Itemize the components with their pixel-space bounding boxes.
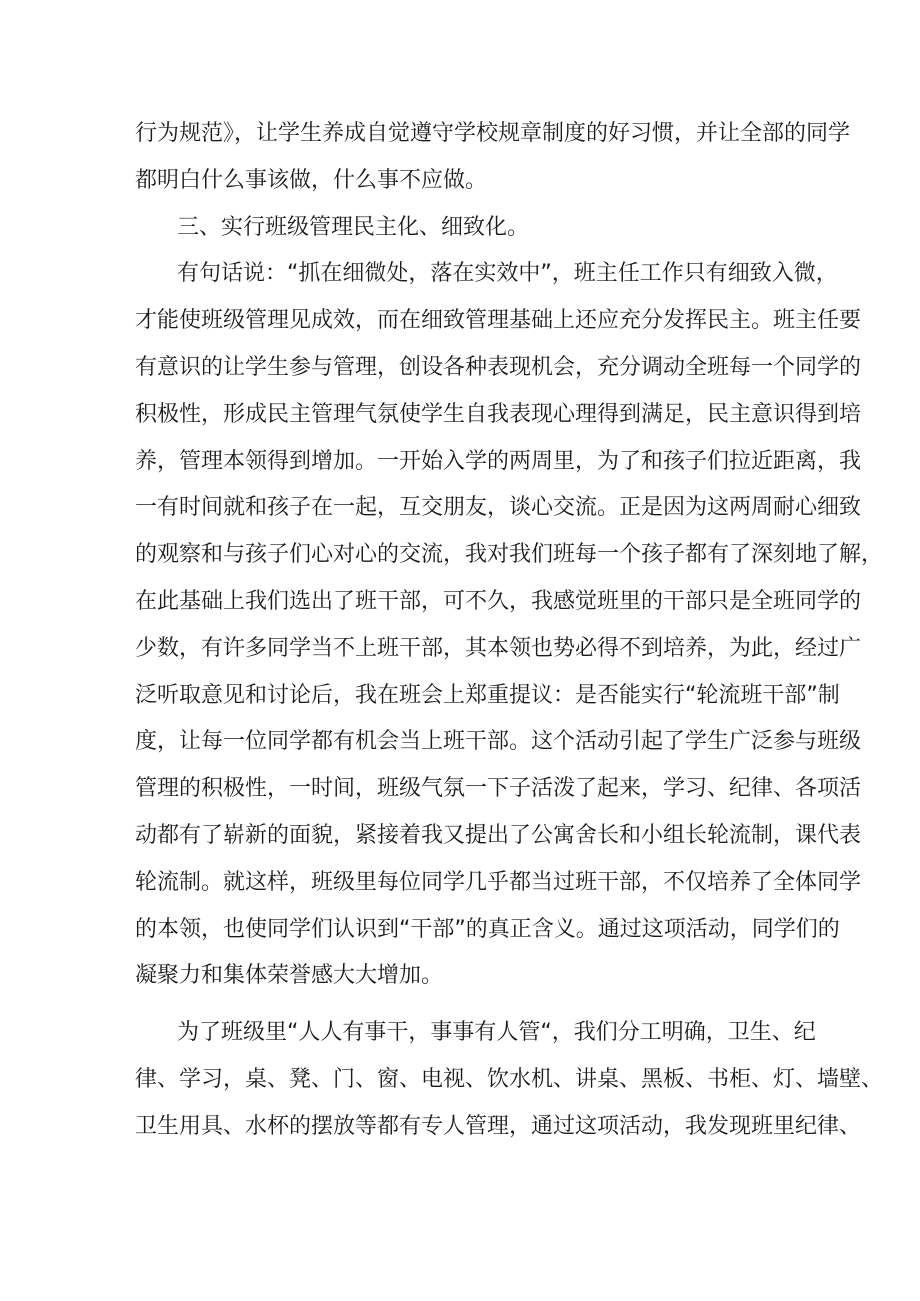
text-line: 养，管理本领得到增加。一开始入学的两周里，为了和孩子们拉近距离，我 bbox=[135, 448, 862, 474]
heading-text: 三、实行班级管理民主化、细致化。 bbox=[177, 214, 530, 240]
text-line: 都明白什么事该做，什么事不应做。 bbox=[135, 167, 488, 193]
text-line: 行为规范》，让学生养成自觉遵守学校规章制度的好习惯，并让全部的同学 bbox=[135, 121, 851, 146]
text-line: 的观察和与孩子们心对心的交流，我对我们班每一个孩子都有了深刻地了解， bbox=[135, 542, 884, 568]
text-line: 一有时间就和孩子在一起，互交朋友，谈心交流。正是因为这两周耐心细致 bbox=[135, 495, 862, 521]
text-line: 管理的积极性，一时间，班级气氛一下子活泼了起来，学习、纪律、各项活 bbox=[135, 776, 862, 802]
text-line: 有意识的让学生参与管理，创设各种表现机会，充分调动全班每一个同学的 bbox=[135, 354, 862, 380]
text-line: 泛听取意见和讨论后，我在班会上郑重提议：是否能实行“轮流班干部”制 bbox=[135, 682, 840, 708]
section-heading bbox=[135, 205, 791, 252]
text-line: 度，让每一位同学都有机会当上班干部。这个活动引起了学生广泛参与班级 bbox=[135, 729, 862, 755]
paragraph-4 bbox=[135, 1010, 884, 1150]
text-line: 在此基础上我们选出了班干部，可不久，我感觉班里的干部只是全班同学的 bbox=[135, 588, 862, 614]
text-line: 轮流制。就这样，班级里每位同学几乎都当过班干部，不仅培养了全体同学 bbox=[135, 869, 862, 895]
text-line: 才能使班级管理见成效，而在细致管理基础上还应充分发挥民主。班主任要 bbox=[135, 308, 862, 334]
paragraph-1 bbox=[135, 111, 851, 205]
paragraph-gap bbox=[135, 1000, 791, 1010]
text-line: 凝聚力和集体荣誉感大大增加。 bbox=[135, 963, 444, 989]
paragraph-3 bbox=[135, 251, 884, 1000]
text-line: 少数，有许多同学当不上班干部，其本领也势必得不到培养，为此，经过广 bbox=[135, 635, 862, 661]
text-line: 有句话说：“抓在细微处，落在实效中”，班主任工作只有细致入微， bbox=[177, 261, 838, 287]
text-line: 动都有了崭新的面貌，紧接着我又提出了公寓舍长和小组长轮流制，课代表 bbox=[135, 822, 862, 848]
text-line: 为了班级里“人人有事干，事事有人管“，我们分工明确，卫生、纪 bbox=[177, 1020, 816, 1046]
text-line: 的本领，也使同学们认识到“干部”的真正含义。通过这项活动，同学们的 bbox=[135, 916, 840, 942]
text-line: 卫生用具、水杯的摆放等都有专人管理，通过这项活动，我发现班里纪律、 bbox=[135, 1113, 862, 1139]
text-line: 律、学习，桌、凳、门、窗、电视、饮水机、讲桌、黑板、书柜、灯、墙壁、 bbox=[135, 1066, 884, 1092]
text-line: 积极性，形成民主管理气氛使学生自我表现心理得到满足，民主意识得到培 bbox=[135, 401, 862, 427]
document-page bbox=[135, 111, 884, 1151]
